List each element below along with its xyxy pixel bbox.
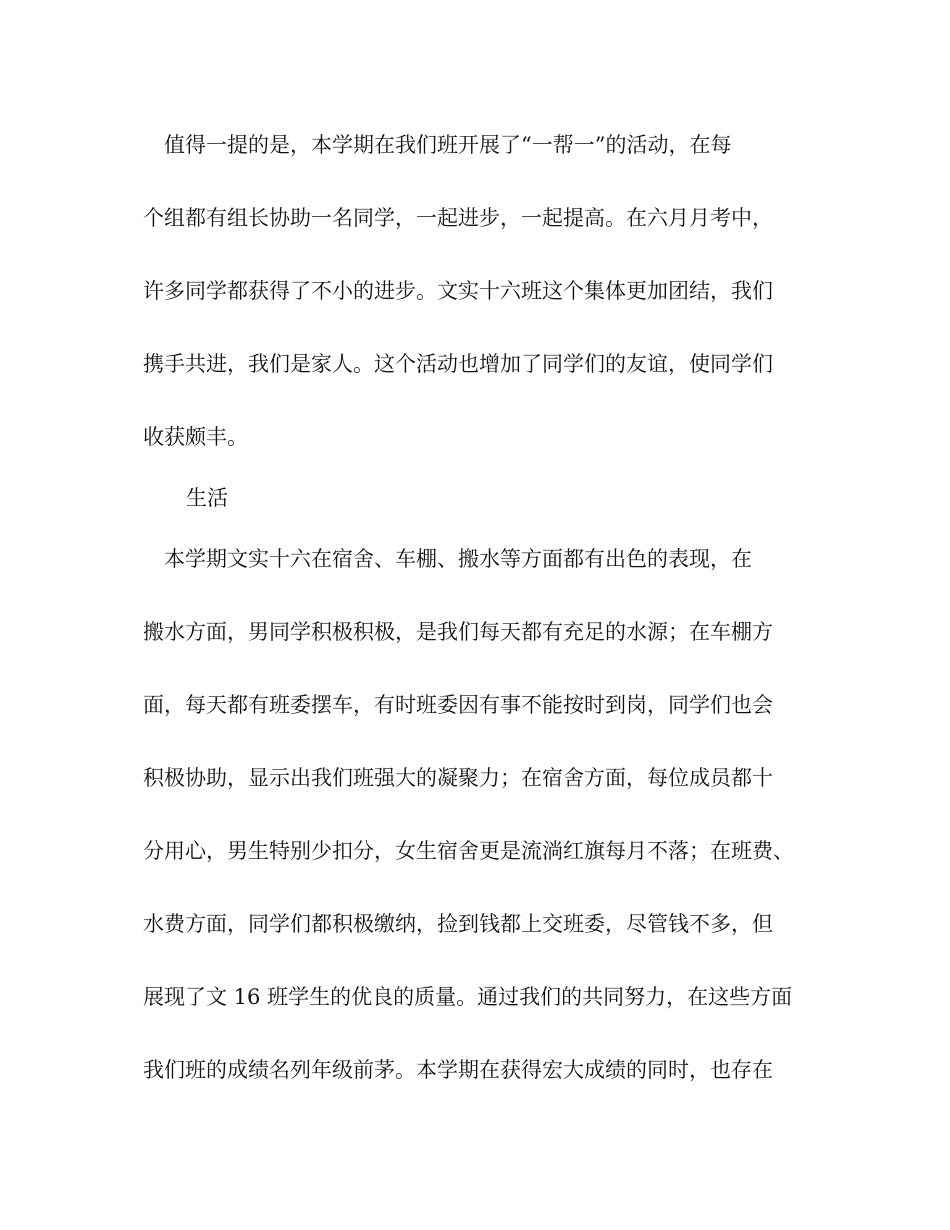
paragraph-line: 展现了文 16 班学生的优良的质量。通过我们的共同努力，在这些方面 (143, 985, 793, 1009)
paragraph-line: 分用心，男生特别少扣分，女生宿舍更是流淌红旗每月不落；在班费、 (143, 839, 794, 863)
section-heading: 生活 (186, 486, 228, 510)
paragraph-line: 携手共进，我们是家人。这个活动也增加了同学们的友谊，使同学们 (143, 352, 773, 376)
paragraph-line: 值得一提的是，本学期在我们班开展了“一帮一”的活动，在每 (143, 133, 732, 157)
paragraph-line: 本学期文实十六在宿舍、车棚、搬水等方面都有出色的表现，在 (143, 547, 752, 571)
paragraph-line: 收获颇丰。 (143, 425, 248, 449)
paragraph-line: 搬水方面，男同学积极积极，是我们每天都有充足的水源；在车棚方 (143, 620, 773, 644)
paragraph-line: 许多同学都获得了不小的进步。文实十六班这个集体更加团结，我们 (143, 279, 773, 303)
paragraph-line: 面，每天都有班委摆车，有时班委因有事不能按时到岗，同学们也会 (143, 693, 773, 717)
paragraph-line: 积极协助，显示出我们班强大的凝聚力；在宿舍方面，每位成员都十 (143, 766, 773, 790)
paragraph-line: 我们班的成绩名列年级前茅。本学期在获得宏大成绩的同时，也存在 (143, 1058, 773, 1082)
paragraph-line: 个组都有组长协助一名同学，一起进步，一起提高。在六月月考中， (143, 206, 773, 230)
paragraph-line: 水费方面，同学们都积极缴纳，捡到钱都上交班委，尽管钱不多，但 (143, 912, 773, 936)
